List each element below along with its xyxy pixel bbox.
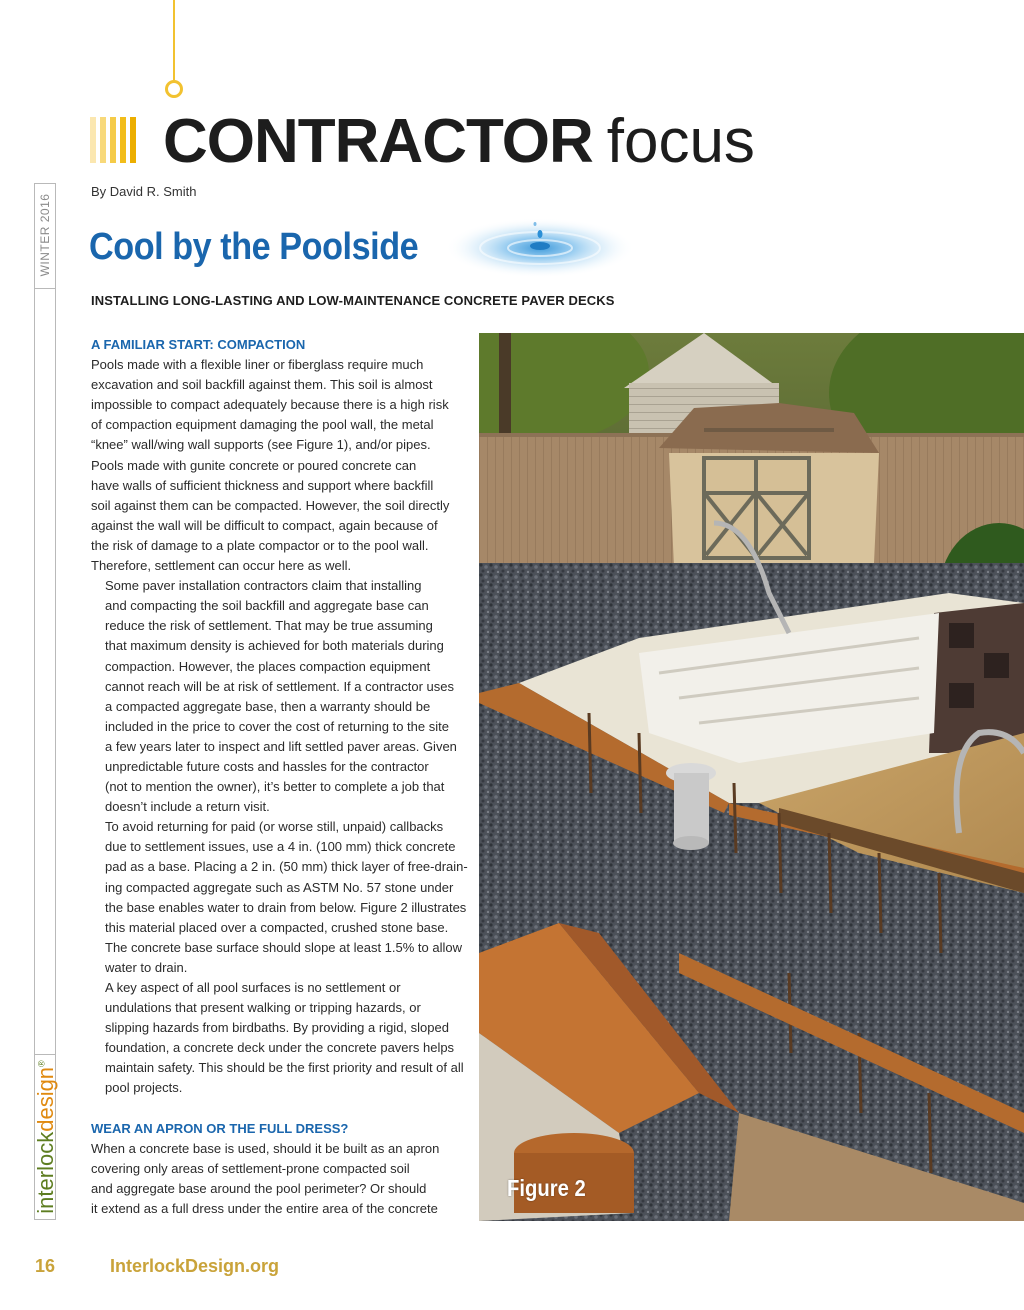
text-line: this material placed over a compacted, crushed stone base. [105,919,449,935]
text-line: doesn’t include a return visit. [105,799,270,815]
text-line: reduce the risk of settlement. That may be true assuming [105,618,433,634]
text-line: Pools made with gunite concrete or poured concrete can [91,457,417,473]
paragraph [91,576,471,817]
section-title-light: focus [606,107,755,176]
text-line: covering only areas of settlement-prone compacted soil [91,1160,410,1176]
text-line: pool projects. [105,1080,183,1096]
text-line: and compacting the soil backfill and aggregate base can [105,598,429,614]
text-line: the base enables water to drain from below. Figure 2 illustrates [105,899,467,915]
text-line: water to drain. [105,959,188,975]
figure-2-photo [479,333,1024,1221]
text-line: foundation, a concrete deck under the concrete pavers helps [105,1040,455,1056]
text-line: compaction. However, the places compaction equipment [105,658,431,674]
brand-part1: interlock [33,1131,58,1214]
paragraph [91,978,471,1099]
text-line: slipping hazards from birdbaths. By providing a rigid, sloped [105,1020,449,1036]
paragraph [91,355,471,576]
text-line: it extend as a full dress under the entire area of the concrete [91,1200,438,1216]
text-line: To avoid returning for paid (or worse still, unpaid) callbacks [105,819,444,835]
byline: By David R. Smith [91,184,197,199]
text-line: the risk of damage to a plate compactor or to the pool wall. [91,537,429,553]
section-title-strong: CONTRACTOR [163,107,593,176]
text-line: The concrete base surface should slope at least 1.5% to allow [105,939,462,955]
footer-url-link[interactable]: InterlockDesign.org [110,1256,280,1276]
text-line: When a concrete base is used, should it be built as an apron [91,1140,440,1156]
article-title: Cool by the Poolside [89,226,419,268]
text-line: maintain safety. This should be the first priority and result of all [105,1060,464,1076]
section-title [163,108,755,176]
text-line: excavation and soil backfill against them. This soil is almost [91,377,433,393]
text-line: unpredictable future costs and hassles for the contractor [105,758,429,774]
text-line: cannot reach will be at risk of settlement. If a contractor uses [105,678,454,694]
text-line: (not to mention the owner), it’s better to complete a job that [105,779,445,795]
text-line: of compaction equipment damaging the pool wall, the metal [91,417,434,433]
ring-icon [165,80,183,98]
pool-construction-photo [479,333,1024,1221]
text-line: A key aspect of all pool surfaces is no settlement or [105,980,401,995]
side-rule-divider [34,1054,56,1055]
header-bar [110,117,116,163]
header-bars-decoration [90,117,136,163]
text-line: pad as a base. Placing a 2 in. (50 mm) thick layer of free-drain- [105,859,468,875]
side-rule-divider [34,288,56,289]
text-line: a few years later to inspect and lift settled paver areas. Given [105,738,457,754]
page-number: 16 [35,1256,56,1276]
text-line: Therefore, settlement can occur here as well. [91,558,352,574]
section-heading: A FAMILIAR START: COMPACTION [91,337,306,352]
brand-logo [33,1060,59,1213]
text-line: that maximum density is achieved for both materials during [105,638,444,654]
figure-label: Figure 2 [507,1175,586,1201]
issue-label: WINTER 2016 [38,193,52,277]
text-line: impossible to compact adequately because there is a high risk [91,397,449,413]
article-subtitle: INSTALLING LONG-LASTING AND LOW-MAINTENANCE CONCRETE PAVER DECKS [91,293,615,308]
brand-part2: design [33,1066,58,1132]
text-line: Some paver installation contractors claim that installing [105,578,422,594]
paragraph [91,817,471,978]
text-line: “knee” wall/wing wall supports (see Figure 1), and/or pipes. [91,437,431,453]
brand-registered-mark: ® [36,1060,47,1067]
header-bar [130,117,136,163]
article-body [91,335,471,1219]
section-heading: WEAR AN APRON OR THE FULL DRESS? [91,1120,349,1136]
text-line: against the wall will be difficult to compact, again because of [91,517,438,533]
text-line: soil against them can be compacted. However, the soil directly [91,497,450,513]
text-line: and aggregate base around the pool perimeter? Or should [91,1180,427,1196]
paragraph [91,1139,471,1219]
text-line: ing compacted aggregate such as ASTM No. 57 stone under [105,879,454,895]
text-line: due to settlement issues, use a 4 in. (100 mm) thick concrete [105,839,456,855]
text-line: undulations that present walking or tripping hazards, or [105,1000,421,1016]
hanging-line-decoration [173,0,175,80]
text-line: a compacted aggregate base, then a warranty should be [105,698,431,714]
text-line: Pools made with a flexible liner or fiberglass require much [91,357,424,373]
header-bar [90,117,96,163]
text-line: included in the price to cover the cost of returning to the site [105,718,449,734]
header-bar [100,117,106,163]
text-line: have walls of sufficient thickness and support where backfill [91,477,434,493]
water-ripple-icon [445,208,645,288]
header-bar [120,117,126,163]
